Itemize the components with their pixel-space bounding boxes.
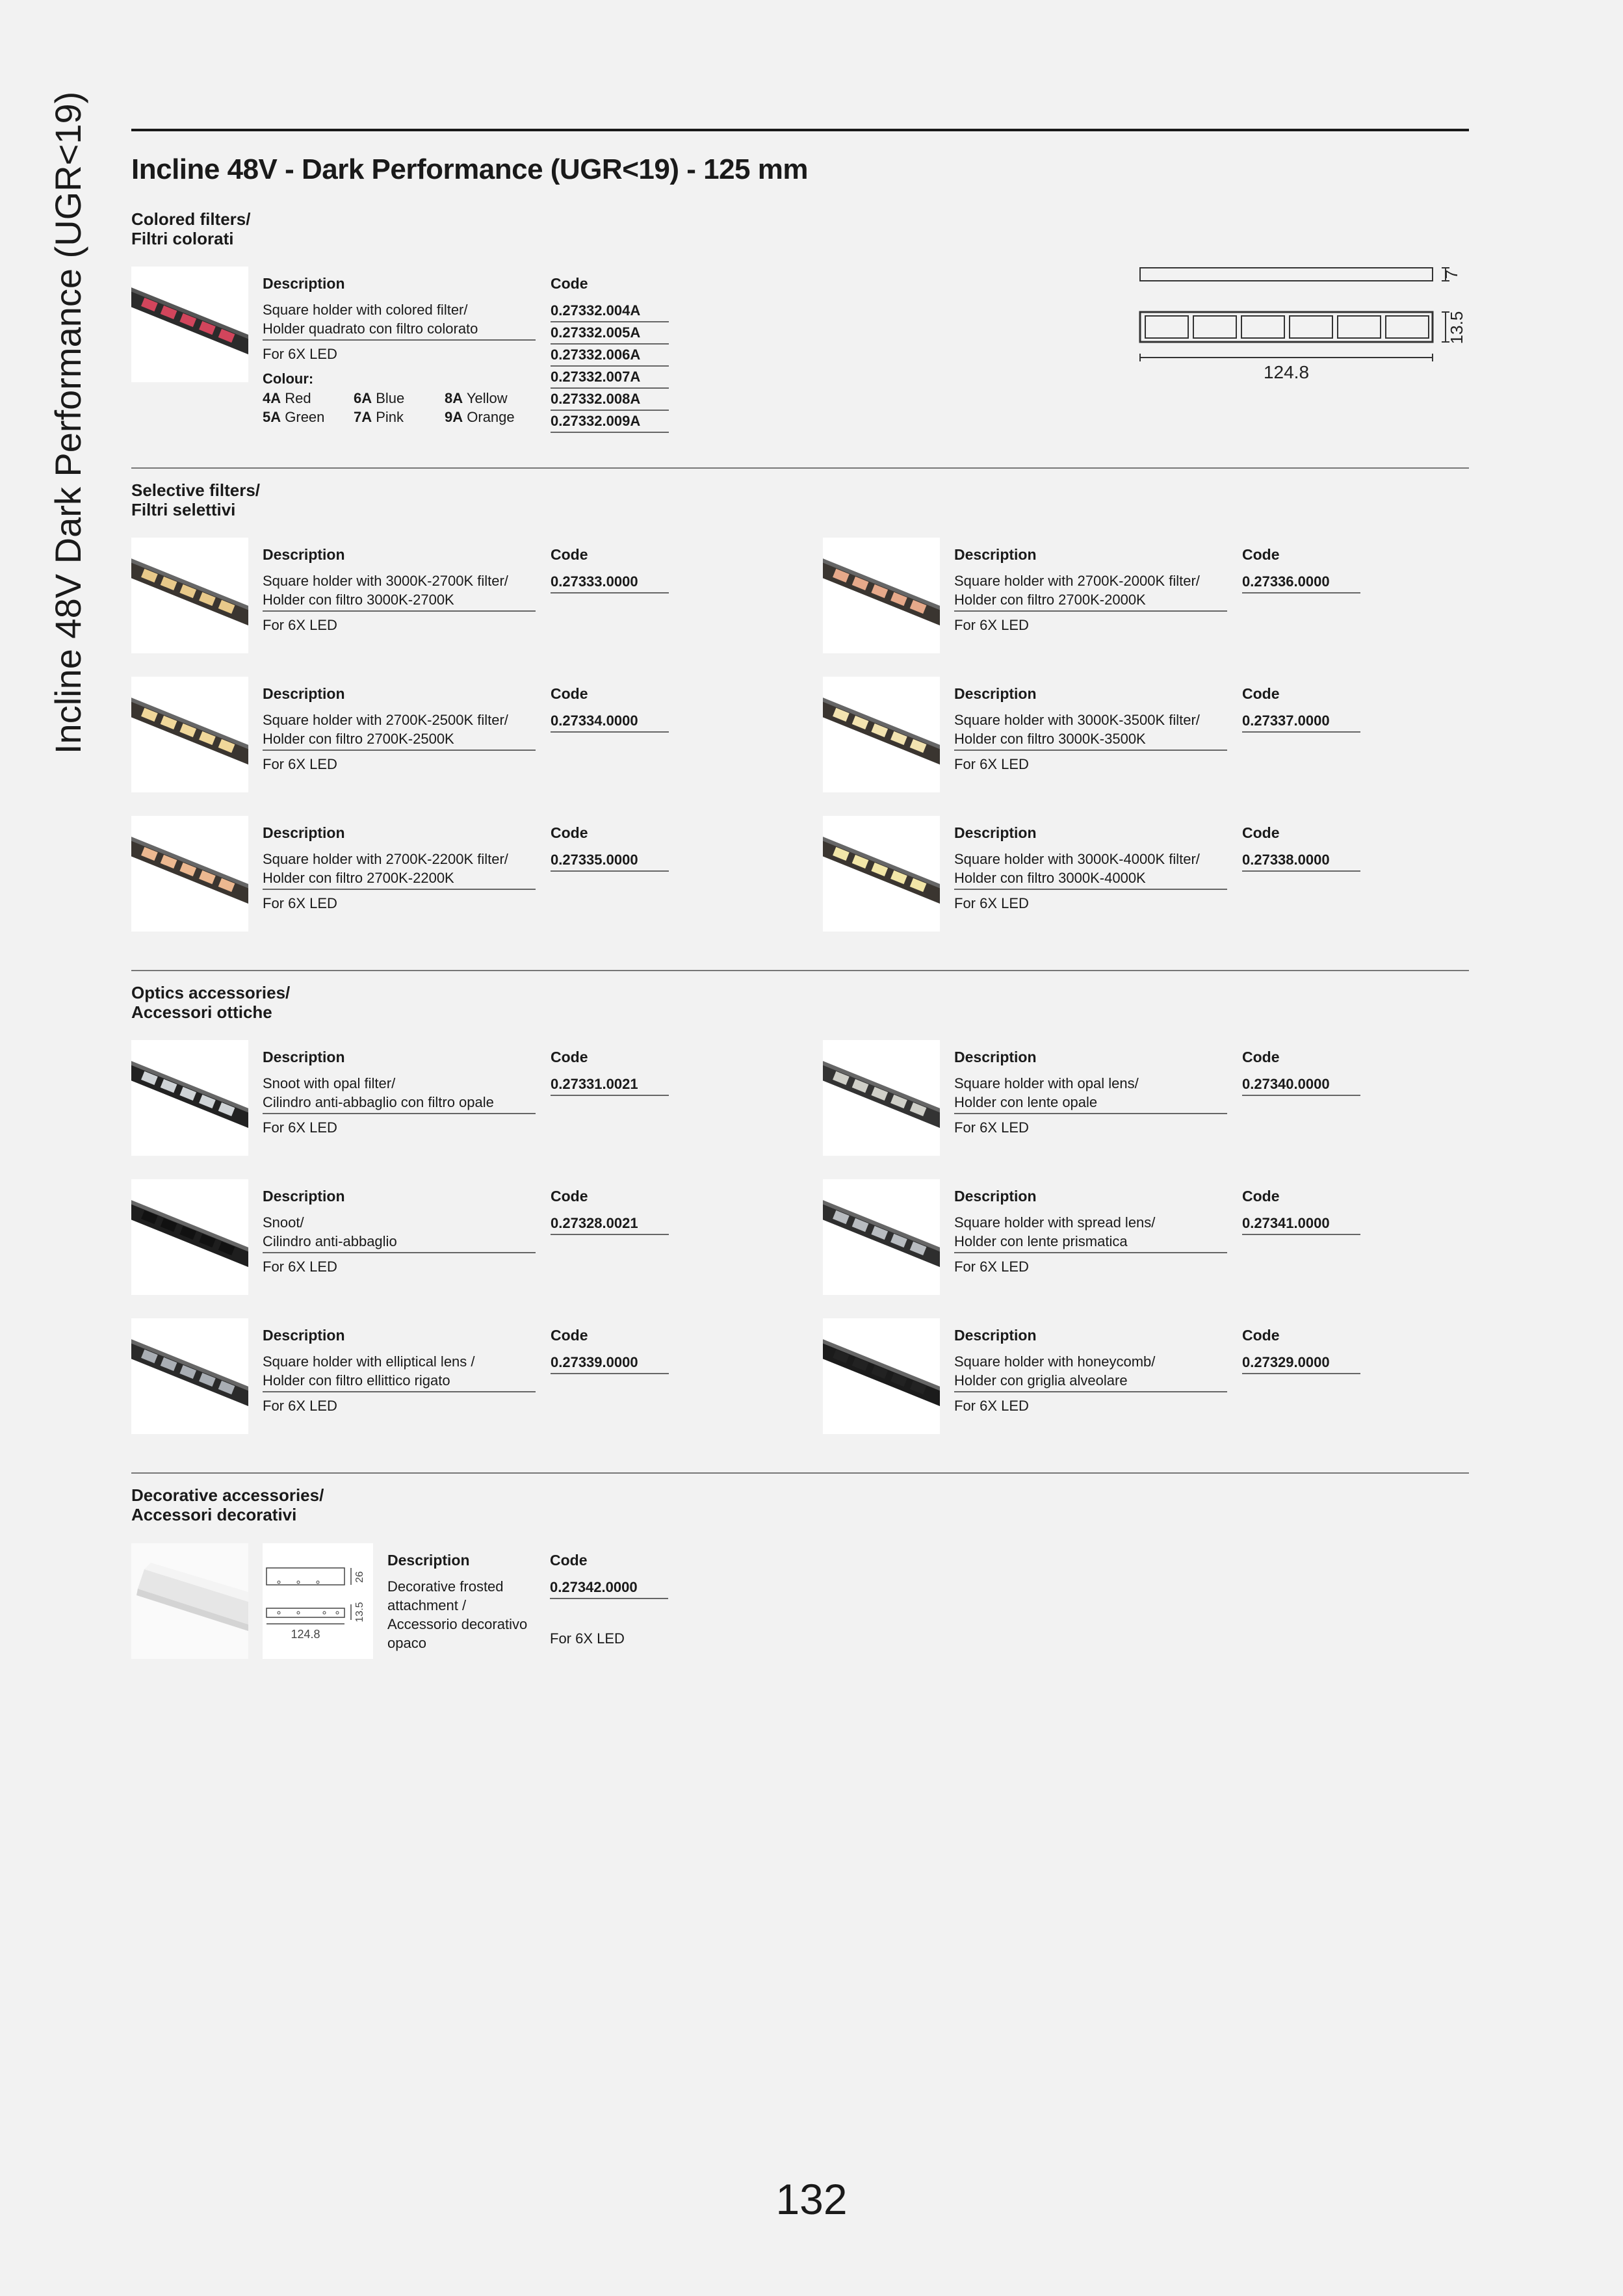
- section-title-selective-filters: Selective filters/ Filtri selettivi: [131, 480, 260, 519]
- for-led-note: For 6X LED: [954, 756, 1029, 772]
- dimension-height-top: 7: [1442, 269, 1461, 280]
- product-description: Square holder with spread lens/ Holder con lente prismatica: [954, 1213, 1227, 1253]
- page-number: 132: [775, 2175, 848, 2223]
- product-description: Square holder with honeycomb/ Holder con griglia alveolare: [954, 1352, 1227, 1392]
- page-title: Incline 48V - Dark Performance (UGR<19) - 125 mm: [131, 153, 808, 185]
- code-column: [550, 1551, 668, 1649]
- product-code: 0.27332.006A: [551, 345, 669, 367]
- description-column: [263, 685, 536, 774]
- top-rule: [131, 129, 1469, 131]
- product-code: 0.27339.0000: [551, 1352, 669, 1374]
- product-code: 0.27332.004A: [551, 300, 669, 322]
- product-code: 0.27342.0000: [550, 1577, 668, 1599]
- product-entry: [131, 538, 781, 655]
- product-description: Square holder with 3000K-2700K filter/ Holder con filtro 3000K-2700K: [263, 571, 536, 612]
- product-entry: [823, 816, 1473, 933]
- product-image: [131, 677, 248, 792]
- product-image: [823, 1318, 940, 1434]
- code-label: Code: [551, 546, 588, 563]
- decorative-height-bottom: 13.5: [354, 1602, 365, 1623]
- product-description: Square holder with 2700K-2000K filter/ Holder con filtro 2700K-2000K: [954, 571, 1227, 612]
- product-code: 0.27331.0021: [551, 1074, 669, 1096]
- code-column: [1242, 685, 1360, 733]
- dimension-length: 124.8: [1263, 362, 1310, 382]
- product-description: Snoot with opal filter/ Cilindro anti-abbaglio con filtro opale: [263, 1074, 536, 1114]
- code-label: Code: [551, 1049, 588, 1065]
- product-entry: [131, 677, 781, 794]
- for-led-note: For 6X LED: [263, 617, 337, 633]
- colored-filter-product: [131, 267, 781, 449]
- description-column: [263, 1326, 536, 1416]
- product-entry: [131, 1179, 781, 1296]
- for-led-note: For 6X LED: [263, 346, 337, 362]
- description-label: Description: [263, 1327, 345, 1344]
- description-column: [263, 1048, 536, 1138]
- for-led-note: For 6X LED: [954, 1259, 1029, 1275]
- description-label: Description: [954, 1049, 1037, 1065]
- for-led-note: For 6X LED: [263, 1398, 337, 1414]
- code-column: [1242, 545, 1360, 594]
- product-code: 0.27329.0000: [1242, 1352, 1360, 1374]
- product-code: 0.27332.009A: [551, 411, 669, 433]
- product-code: 0.27328.0021: [551, 1213, 669, 1235]
- product-image: [131, 1543, 248, 1659]
- description-column: [263, 274, 536, 426]
- product-code: 0.27332.007A: [551, 367, 669, 389]
- code-column: [551, 1048, 669, 1096]
- product-entry: [131, 1318, 781, 1435]
- for-led-note: For 6X LED: [550, 1630, 625, 1647]
- product-image: [823, 1179, 940, 1295]
- dimension-height-bottom: 13.5: [1447, 311, 1466, 345]
- code-label: Code: [1242, 1049, 1280, 1065]
- product-description: Decorative frosted attachment / Accessorio decorativo opaco: [387, 1578, 528, 1651]
- product-code: 0.27333.0000: [551, 571, 669, 594]
- description-label: Description: [263, 546, 345, 563]
- section-divider: [131, 467, 1469, 469]
- product-description: Snoot/ Cilindro anti-abbaglio: [263, 1213, 536, 1253]
- product-image: [131, 1318, 248, 1434]
- colour-option: 4A Red: [263, 390, 311, 406]
- for-led-note: For 6X LED: [263, 1259, 337, 1275]
- product-entry: [823, 677, 1473, 794]
- product-image: [823, 816, 940, 932]
- code-column: [551, 685, 669, 733]
- product-description: Square holder with 2700K-2500K filter/ Holder con filtro 2700K-2500K: [263, 711, 536, 751]
- colour-option: 8A Yellow: [445, 390, 508, 406]
- code-column: [1242, 1326, 1360, 1374]
- section-divider: [131, 970, 1469, 971]
- product-entry: [823, 538, 1473, 655]
- code-column: [551, 545, 669, 594]
- code-column: [551, 1326, 669, 1374]
- product-code: 0.27334.0000: [551, 711, 669, 733]
- description-label: Description: [263, 1049, 345, 1065]
- side-title: Incline 48V Dark Performance (UGR<19): [47, 91, 88, 754]
- description-label: Description: [263, 275, 345, 292]
- code-label: Code: [551, 1327, 588, 1344]
- section-title-colored-filters: Colored filters/ Filtri colorati: [131, 209, 251, 248]
- description-column: [263, 824, 536, 913]
- description-label: Description: [263, 824, 345, 841]
- colour-option: 7A Pink: [354, 409, 404, 425]
- product-entry: [823, 1179, 1473, 1296]
- product-description: Square holder with elliptical lens / Holder con filtro ellittico rigato: [263, 1352, 536, 1392]
- code-label: Code: [551, 824, 588, 841]
- product-code: 0.27332.005A: [551, 322, 669, 345]
- code-label: Code: [551, 1188, 588, 1205]
- product-image: [131, 1179, 248, 1295]
- code-label: Code: [1242, 1188, 1280, 1205]
- for-led-note: For 6X LED: [954, 1398, 1029, 1414]
- description-column: [954, 545, 1227, 635]
- product-image: [131, 538, 248, 653]
- for-led-note: For 6X LED: [954, 895, 1029, 911]
- description-column: [954, 1326, 1227, 1416]
- section-title-optics-accessories: Optics accessories/ Accessori ottiche: [131, 983, 291, 1022]
- product-image: [131, 816, 248, 932]
- product-description: Square holder with opal lens/ Holder con lente opale: [954, 1074, 1227, 1114]
- code-column: [1242, 824, 1360, 872]
- product-code: 0.27332.008A: [551, 389, 669, 411]
- description-column: [954, 1048, 1227, 1138]
- colour-list: [263, 389, 536, 426]
- code-label: Code: [1242, 824, 1280, 841]
- description-label: Description: [954, 824, 1037, 841]
- for-led-note: For 6X LED: [263, 756, 337, 772]
- decorative-dimension-drawing: [263, 1543, 373, 1659]
- description-label: Description: [387, 1552, 470, 1569]
- description-label: Description: [954, 1188, 1037, 1205]
- product-code: 0.27336.0000: [1242, 571, 1360, 594]
- description-label: Description: [954, 1327, 1037, 1344]
- product-code: 0.27338.0000: [1242, 850, 1360, 872]
- code-column: [551, 824, 669, 872]
- code-label: Code: [1242, 1327, 1280, 1344]
- description-column: [263, 1187, 536, 1277]
- product-description: Square holder with 3000K-3500K filter/ Holder con filtro 3000K-3500K: [954, 711, 1227, 751]
- dimension-drawing: [1137, 260, 1475, 390]
- description-column: [954, 1187, 1227, 1277]
- product-entry: [823, 1318, 1473, 1435]
- code-label: Code: [550, 1552, 588, 1569]
- code-column: [551, 1187, 669, 1235]
- description-column: [263, 545, 536, 635]
- colour-option: 5A Green: [263, 409, 325, 425]
- for-led-note: For 6X LED: [263, 895, 337, 911]
- section-title-decorative-accessories: Decorative accessories/ Accessori decorativi: [131, 1485, 324, 1524]
- description-column: [954, 685, 1227, 774]
- code-label: Code: [551, 275, 588, 292]
- description-label: Description: [263, 685, 345, 702]
- decorative-height-top: 26: [354, 1571, 365, 1583]
- product-image: [131, 1040, 248, 1156]
- product-image: [823, 677, 940, 792]
- product-code: 0.27340.0000: [1242, 1074, 1360, 1096]
- description-label: Description: [954, 685, 1037, 702]
- for-led-note: For 6X LED: [954, 617, 1029, 633]
- code-column: [551, 274, 669, 433]
- code-label: Code: [551, 685, 588, 702]
- product-code: 0.27337.0000: [1242, 711, 1360, 733]
- product-description: Square holder with colored filter/ Holder quadrato con filtro colorato: [263, 300, 536, 341]
- description-column: [387, 1551, 537, 1652]
- code-column: [1242, 1048, 1360, 1096]
- description-label: Description: [954, 546, 1037, 563]
- colour-label: Colour:: [263, 371, 314, 387]
- description-column: [954, 824, 1227, 913]
- product-entry: [823, 1040, 1473, 1157]
- product-image: [131, 267, 248, 382]
- section-divider: [131, 1472, 1469, 1474]
- product-code: 0.27341.0000: [1242, 1213, 1360, 1235]
- product-entry: [131, 1040, 781, 1157]
- code-column: [1242, 1187, 1360, 1235]
- decorative-length: 124.8: [291, 1628, 320, 1641]
- product-image: [823, 538, 940, 653]
- product-entry: [131, 816, 781, 933]
- for-led-note: For 6X LED: [263, 1119, 337, 1136]
- for-led-note: For 6X LED: [954, 1119, 1029, 1136]
- description-label: Description: [263, 1188, 345, 1205]
- colour-option: 9A Orange: [445, 409, 515, 425]
- product-description: Square holder with 2700K-2200K filter/ Holder con filtro 2700K-2200K: [263, 850, 536, 890]
- product-code: 0.27335.0000: [551, 850, 669, 872]
- colour-option: 6A Blue: [354, 390, 405, 406]
- product-description: Square holder with 3000K-4000K filter/ Holder con filtro 3000K-4000K: [954, 850, 1227, 890]
- code-label: Code: [1242, 685, 1280, 702]
- product-image: [823, 1040, 940, 1156]
- decorative-product: [131, 1543, 781, 1660]
- code-label: Code: [1242, 546, 1280, 563]
